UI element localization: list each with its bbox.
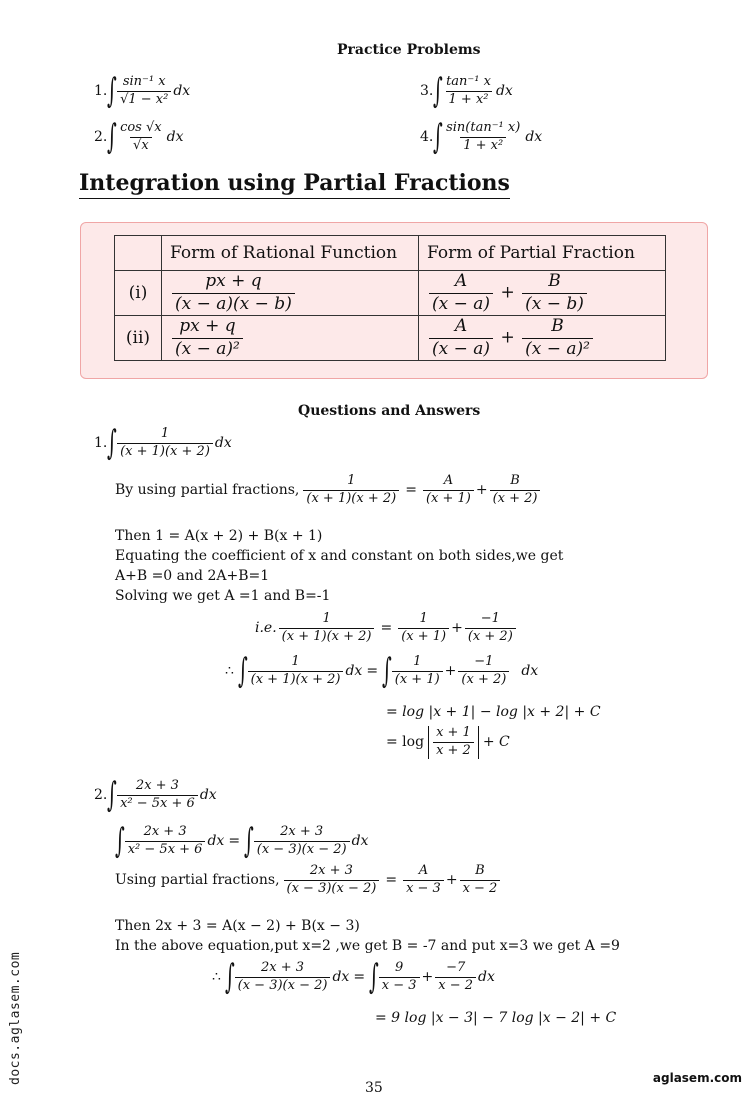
integral-sign: ∫: [369, 957, 379, 997]
practice-problem-1: 1. ∫ $\frac{\text{sin⁻¹ x}}{\text{√1 − x²}}$ dx: [94, 71, 191, 111]
table-header-partial: Form of Partial Fraction: [419, 236, 666, 271]
q1-equating: Equating the coefficient of x and constant on both sides,we get: [115, 548, 564, 564]
q2-partial-line: Using partial fractions, $\frac{2x + 3}{(x - 3)(x - 2)}$ = $\frac{A}{x - 3}$ + $\frac{B}{x - 2}$: [115, 864, 502, 897]
practice-problem-2: 2. ∫ $\frac{\cos √x}{√x}$ dx: [94, 117, 184, 157]
table-row: [115, 236, 666, 271]
q2-statement: 2. ∫ $\frac{2x + 3}{\text{x² − 5x + 6}}$ dx: [94, 775, 217, 815]
table-row: (i) $\frac{px + q}{(x - a)(x - b)}$ $\frac{A}{(x - a)}$ + $\frac{B}{(x - b)}$: [115, 271, 666, 316]
q1-ie-line: i.e. $\frac{1}{(x + 1)(x + 2)}$ = $\frac{1}{(x + 1)}$ + $\frac{-1}{(x + 2)}$: [255, 612, 518, 645]
q1-log-abs-line: = log $\frac{x + 1}{x + 2}$ + C: [386, 725, 510, 758]
integral-sign: ∫: [107, 775, 118, 815]
q1-statement: 1. ∫ $\frac{1}{(x + 1)(x + 2)}$ dx: [94, 423, 232, 463]
q1-partial-line: By using partial fractions, $\frac{1}{(x + 1)(x + 2)}$ = $\frac{A}{(x + 1)}$ + $\frac{B}{(x + 2)}$: [115, 474, 542, 507]
table-header-rational: Form of Rational Function: [162, 236, 419, 271]
q2-final: = 9 log |x − 3| − 7 log |x − 2| + C: [375, 1010, 617, 1026]
q1-ab: A+B =0 and 2A+B=1: [115, 568, 270, 584]
q1-solve: Solving we get A =1 and B=-1: [115, 588, 331, 604]
q1-integral-line: ∴ ∫ $\frac{1}{(x + 1)(x + 2)}$ dx = ∫ $\frac{1}{(x + 1)}$ + $\frac{-1}{(x + 2)}$ dx: [225, 651, 539, 691]
integral-sign: ∫: [433, 117, 444, 157]
integral-sign: ∫: [224, 957, 235, 997]
partial-fraction-table: [114, 235, 666, 361]
integral-sign: ∫: [237, 651, 248, 691]
practice-problem-3: 3. ∫ $\frac{\text{tan⁻¹ x}}{\text{1 + x²}}$ dx: [420, 71, 513, 111]
integral-sign: ∫: [107, 423, 118, 463]
q1-then: Then 1 = A(x + 2) + B(x + 1): [115, 528, 323, 544]
q2-factor-line: ∫ $\frac{2x + 3}{\text{x² − 5x + 6}}$ dx = ∫ $\frac{2x + 3}{(x - 3)(x - 2)}$ dx: [115, 821, 369, 861]
integral-sign: ∫: [107, 117, 118, 157]
qa-title: Questions and Answers: [298, 403, 481, 419]
table-row: (ii) $\frac{px + q}{\text{(x − a)²}}$ $\frac{A}{(x - a)}$ + $\frac{B}{\text{(x − a)²}}$: [115, 316, 666, 361]
q2-then: Then 2x + 3 = A(x − 2) + B(x − 3): [115, 918, 360, 934]
integral-sign: ∫: [244, 821, 254, 861]
q2-integral-line: ∴ ∫ $\frac{2x + 3}{(x - 3)(x - 2)}$ dx = ∫ $\frac{9}{x - 3}$ + $\frac{-7}{x - 2}$ dx: [212, 957, 495, 997]
watermark-right: aglasem.com: [652, 1071, 742, 1085]
practice-problem-4: 4. ∫ $\frac{\text{sin(tan⁻¹ x)}}{\text{1 + x²}}$ dx: [420, 117, 543, 157]
integral-sign: ∫: [107, 71, 118, 111]
q1-log-line: = log |x + 1| − log |x + 2| + C: [386, 704, 601, 720]
section-title: Integration using Partial Fractions: [79, 170, 510, 199]
q2-put: In the above equation,put x=2 ,we get B = -7 and put x=3 we get A =9: [115, 938, 620, 954]
integral-sign: ∫: [382, 651, 392, 691]
integral-sign: ∫: [115, 821, 125, 861]
page-number: 35: [365, 1080, 383, 1096]
integral-sign: ∫: [433, 71, 444, 111]
practice-title: Practice Problems: [337, 42, 481, 58]
watermark-left: docs.aglasem.com: [8, 951, 23, 1085]
